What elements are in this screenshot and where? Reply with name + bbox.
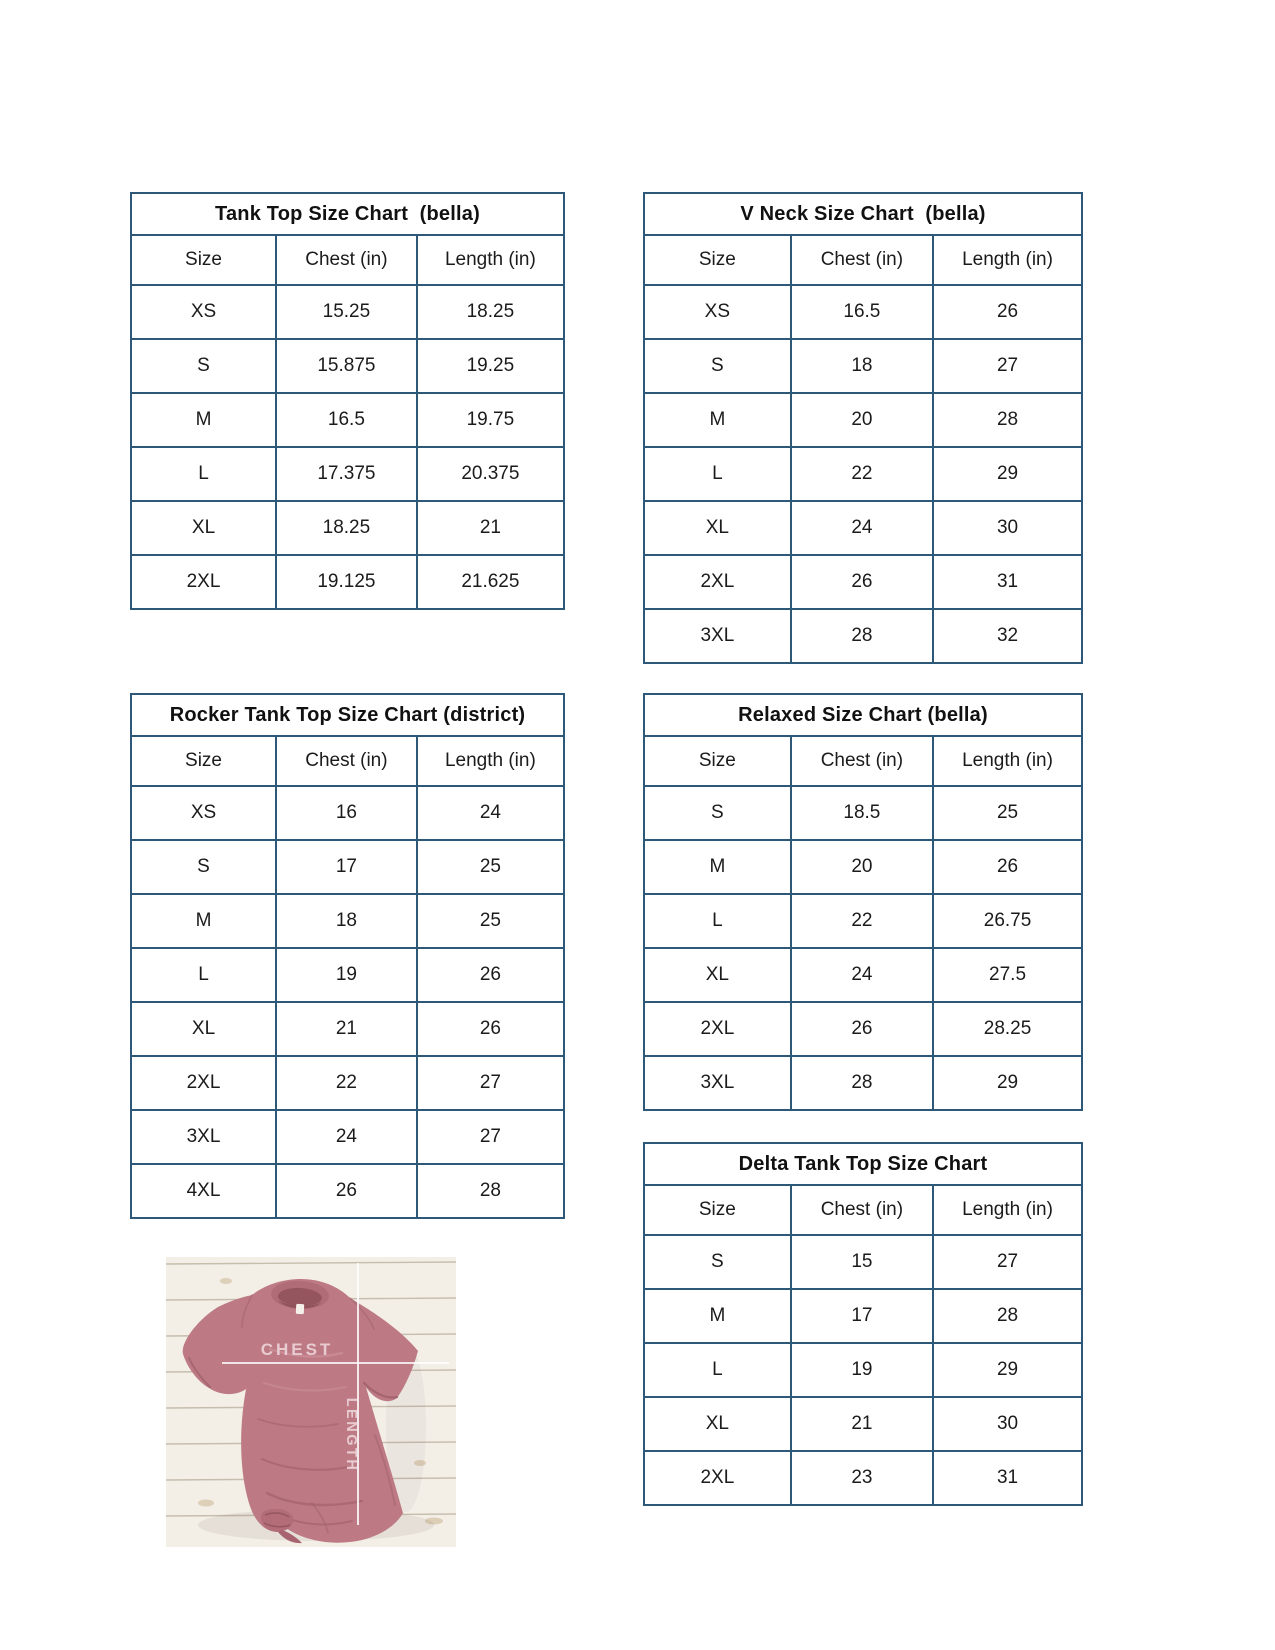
table-cell: 15.25 [276,285,417,339]
table-row [131,1164,564,1218]
table-cell: 19.75 [417,393,564,447]
table-row [644,1056,1082,1110]
table-cell: 26 [417,948,564,1002]
column-header-chest: Chest (in) [791,1185,933,1235]
table-title: Relaxed Size Chart (bella) [644,694,1082,736]
table-header-row [644,736,1082,786]
table-cell: S [644,339,791,393]
table-cell: 29 [933,1056,1082,1110]
column-header-length: Length (in) [417,736,564,786]
table-cell: S [644,786,791,840]
table-row [131,393,564,447]
table-cell: 16.5 [276,393,417,447]
table-cell: L [644,894,791,948]
column-header-chest: Chest (in) [276,736,417,786]
table-cell: 17.375 [276,447,417,501]
table-cell: XL [131,501,276,555]
table-row [131,285,564,339]
table-cell: 21.625 [417,555,564,609]
table-title: Delta Tank Top Size Chart [644,1143,1082,1185]
column-header-size: Size [644,736,791,786]
table-cell: 2XL [644,555,791,609]
table-cell: 32 [933,609,1082,663]
table-row [131,948,564,1002]
table-row [644,393,1082,447]
table-cell: XL [644,948,791,1002]
shirt-measurement-photo [166,1257,456,1547]
table-cell: XL [131,1002,276,1056]
table-cell: 26 [417,1002,564,1056]
table-cell: 18.25 [276,501,417,555]
table-cell: 28 [933,1289,1082,1343]
table-row [644,1343,1082,1397]
column-header-size: Size [644,1185,791,1235]
collar-tag [296,1304,305,1314]
column-header-length: Length (in) [417,235,564,285]
table-row [644,786,1082,840]
table-cell: 18 [276,894,417,948]
table-cell: 28 [417,1164,564,1218]
table-cell: 3XL [644,1056,791,1110]
table-cell: 21 [791,1397,933,1451]
size-chart-relaxed [643,693,1083,1111]
table-row [131,1110,564,1164]
table-row [131,894,564,948]
table-header-row [644,1185,1082,1235]
size-chart-delta-tank [643,1142,1083,1506]
table-cell: 17 [791,1289,933,1343]
column-header-length: Length (in) [933,1185,1082,1235]
size-chart-relaxed-table [643,693,1083,1111]
table-cell: L [131,447,276,501]
table-title: Rocker Tank Top Size Chart (district) [131,694,564,736]
size-chart-delta-tank-table [643,1142,1083,1506]
table-cell: 27 [417,1110,564,1164]
table-cell: L [644,1343,791,1397]
table-row [644,948,1082,1002]
table-cell: 23 [791,1451,933,1505]
column-header-size: Size [131,235,276,285]
table-cell: 28.25 [933,1002,1082,1056]
table-cell: XS [131,786,276,840]
table-cell: 20 [791,393,933,447]
table-cell: 16.5 [791,285,933,339]
size-chart-tank-top [130,192,565,610]
table-row [131,447,564,501]
table-cell: 29 [933,447,1082,501]
table-row [131,786,564,840]
table-cell: 18.5 [791,786,933,840]
table-row [131,1056,564,1110]
table-row [644,609,1082,663]
table-cell: 22 [791,894,933,948]
table-title: V Neck Size Chart (bella) [644,193,1082,235]
table-cell: 19 [791,1343,933,1397]
table-cell: 31 [933,1451,1082,1505]
column-header-size: Size [644,235,791,285]
table-cell: 25 [933,786,1082,840]
table-cell: 24 [791,948,933,1002]
table-row [131,840,564,894]
table-row [644,894,1082,948]
table-cell: 26 [933,840,1082,894]
table-cell: 15.875 [276,339,417,393]
table-cell: 27.5 [933,948,1082,1002]
table-row [644,501,1082,555]
table-row [644,1235,1082,1289]
table-cell: XL [644,501,791,555]
table-title-row [644,193,1082,235]
table-cell: M [644,840,791,894]
table-cell: XL [644,1397,791,1451]
table-row [131,1002,564,1056]
table-cell: 22 [791,447,933,501]
table-row [131,339,564,393]
column-header-length: Length (in) [933,235,1082,285]
table-cell: 27 [933,339,1082,393]
size-chart-v-neck [643,192,1083,664]
table-cell: 30 [933,501,1082,555]
table-cell: 2XL [644,1451,791,1505]
table-row [644,339,1082,393]
table-cell: 25 [417,894,564,948]
size-chart-tank-top-table [130,192,565,610]
table-cell: 15 [791,1235,933,1289]
table-row [644,285,1082,339]
table-cell: 17 [276,840,417,894]
table-title-row [644,694,1082,736]
table-cell: 29 [933,1343,1082,1397]
table-cell: 26 [791,1002,933,1056]
table-cell: 3XL [644,609,791,663]
column-header-length: Length (in) [933,736,1082,786]
table-cell: 24 [417,786,564,840]
table-cell: 31 [933,555,1082,609]
column-header-chest: Chest (in) [791,235,933,285]
table-row [644,1289,1082,1343]
table-row [131,501,564,555]
table-cell: 28 [933,393,1082,447]
table-cell: 2XL [131,555,276,609]
table-row [131,555,564,609]
table-title-row [644,1143,1082,1185]
table-cell: 26 [933,285,1082,339]
table-row [644,1397,1082,1451]
table-cell: 27 [933,1235,1082,1289]
table-cell: 30 [933,1397,1082,1451]
table-cell: L [131,948,276,1002]
table-cell: S [131,339,276,393]
table-header-row [644,235,1082,285]
table-cell: 19.125 [276,555,417,609]
table-cell: 18 [791,339,933,393]
table-cell: 22 [276,1056,417,1110]
table-cell: S [131,840,276,894]
table-cell: 26.75 [933,894,1082,948]
table-cell: M [131,393,276,447]
table-cell: 19.25 [417,339,564,393]
size-chart-rocker-tank-table [130,693,565,1219]
table-cell: 3XL [131,1110,276,1164]
table-cell: 2XL [131,1056,276,1110]
table-cell: 21 [417,501,564,555]
column-header-size: Size [131,736,276,786]
length-label: LENGTH [343,1397,359,1473]
table-title: Tank Top Size Chart (bella) [131,193,564,235]
table-cell: 19 [276,948,417,1002]
table-cell: 2XL [644,1002,791,1056]
table-cell: 20 [791,840,933,894]
table-cell: 27 [417,1056,564,1110]
table-cell: L [644,447,791,501]
table-cell: M [644,393,791,447]
chest-label: CHEST [260,1340,334,1359]
table-cell: XS [131,285,276,339]
size-chart-v-neck-table [643,192,1083,664]
table-title-row [131,193,564,235]
table-cell: 28 [791,609,933,663]
table-cell: M [131,894,276,948]
column-header-chest: Chest (in) [276,235,417,285]
table-title-row [131,694,564,736]
table-header-row [131,235,564,285]
shirt-photo-svg [166,1257,456,1547]
table-row [644,555,1082,609]
size-chart-rocker-tank [130,693,565,1219]
table-row [644,840,1082,894]
table-cell: 24 [791,501,933,555]
table-cell: 25 [417,840,564,894]
column-header-chest: Chest (in) [791,736,933,786]
table-cell: 24 [276,1110,417,1164]
table-header-row [131,736,564,786]
table-cell: 20.375 [417,447,564,501]
table-row [644,1002,1082,1056]
table-cell: 26 [791,555,933,609]
table-cell: 28 [791,1056,933,1110]
table-cell: XS [644,285,791,339]
table-row [644,1451,1082,1505]
table-cell: 16 [276,786,417,840]
table-row [644,447,1082,501]
table-cell: M [644,1289,791,1343]
table-cell: 18.25 [417,285,564,339]
table-cell: 26 [276,1164,417,1218]
table-cell: 4XL [131,1164,276,1218]
table-cell: 21 [276,1002,417,1056]
table-cell: S [644,1235,791,1289]
